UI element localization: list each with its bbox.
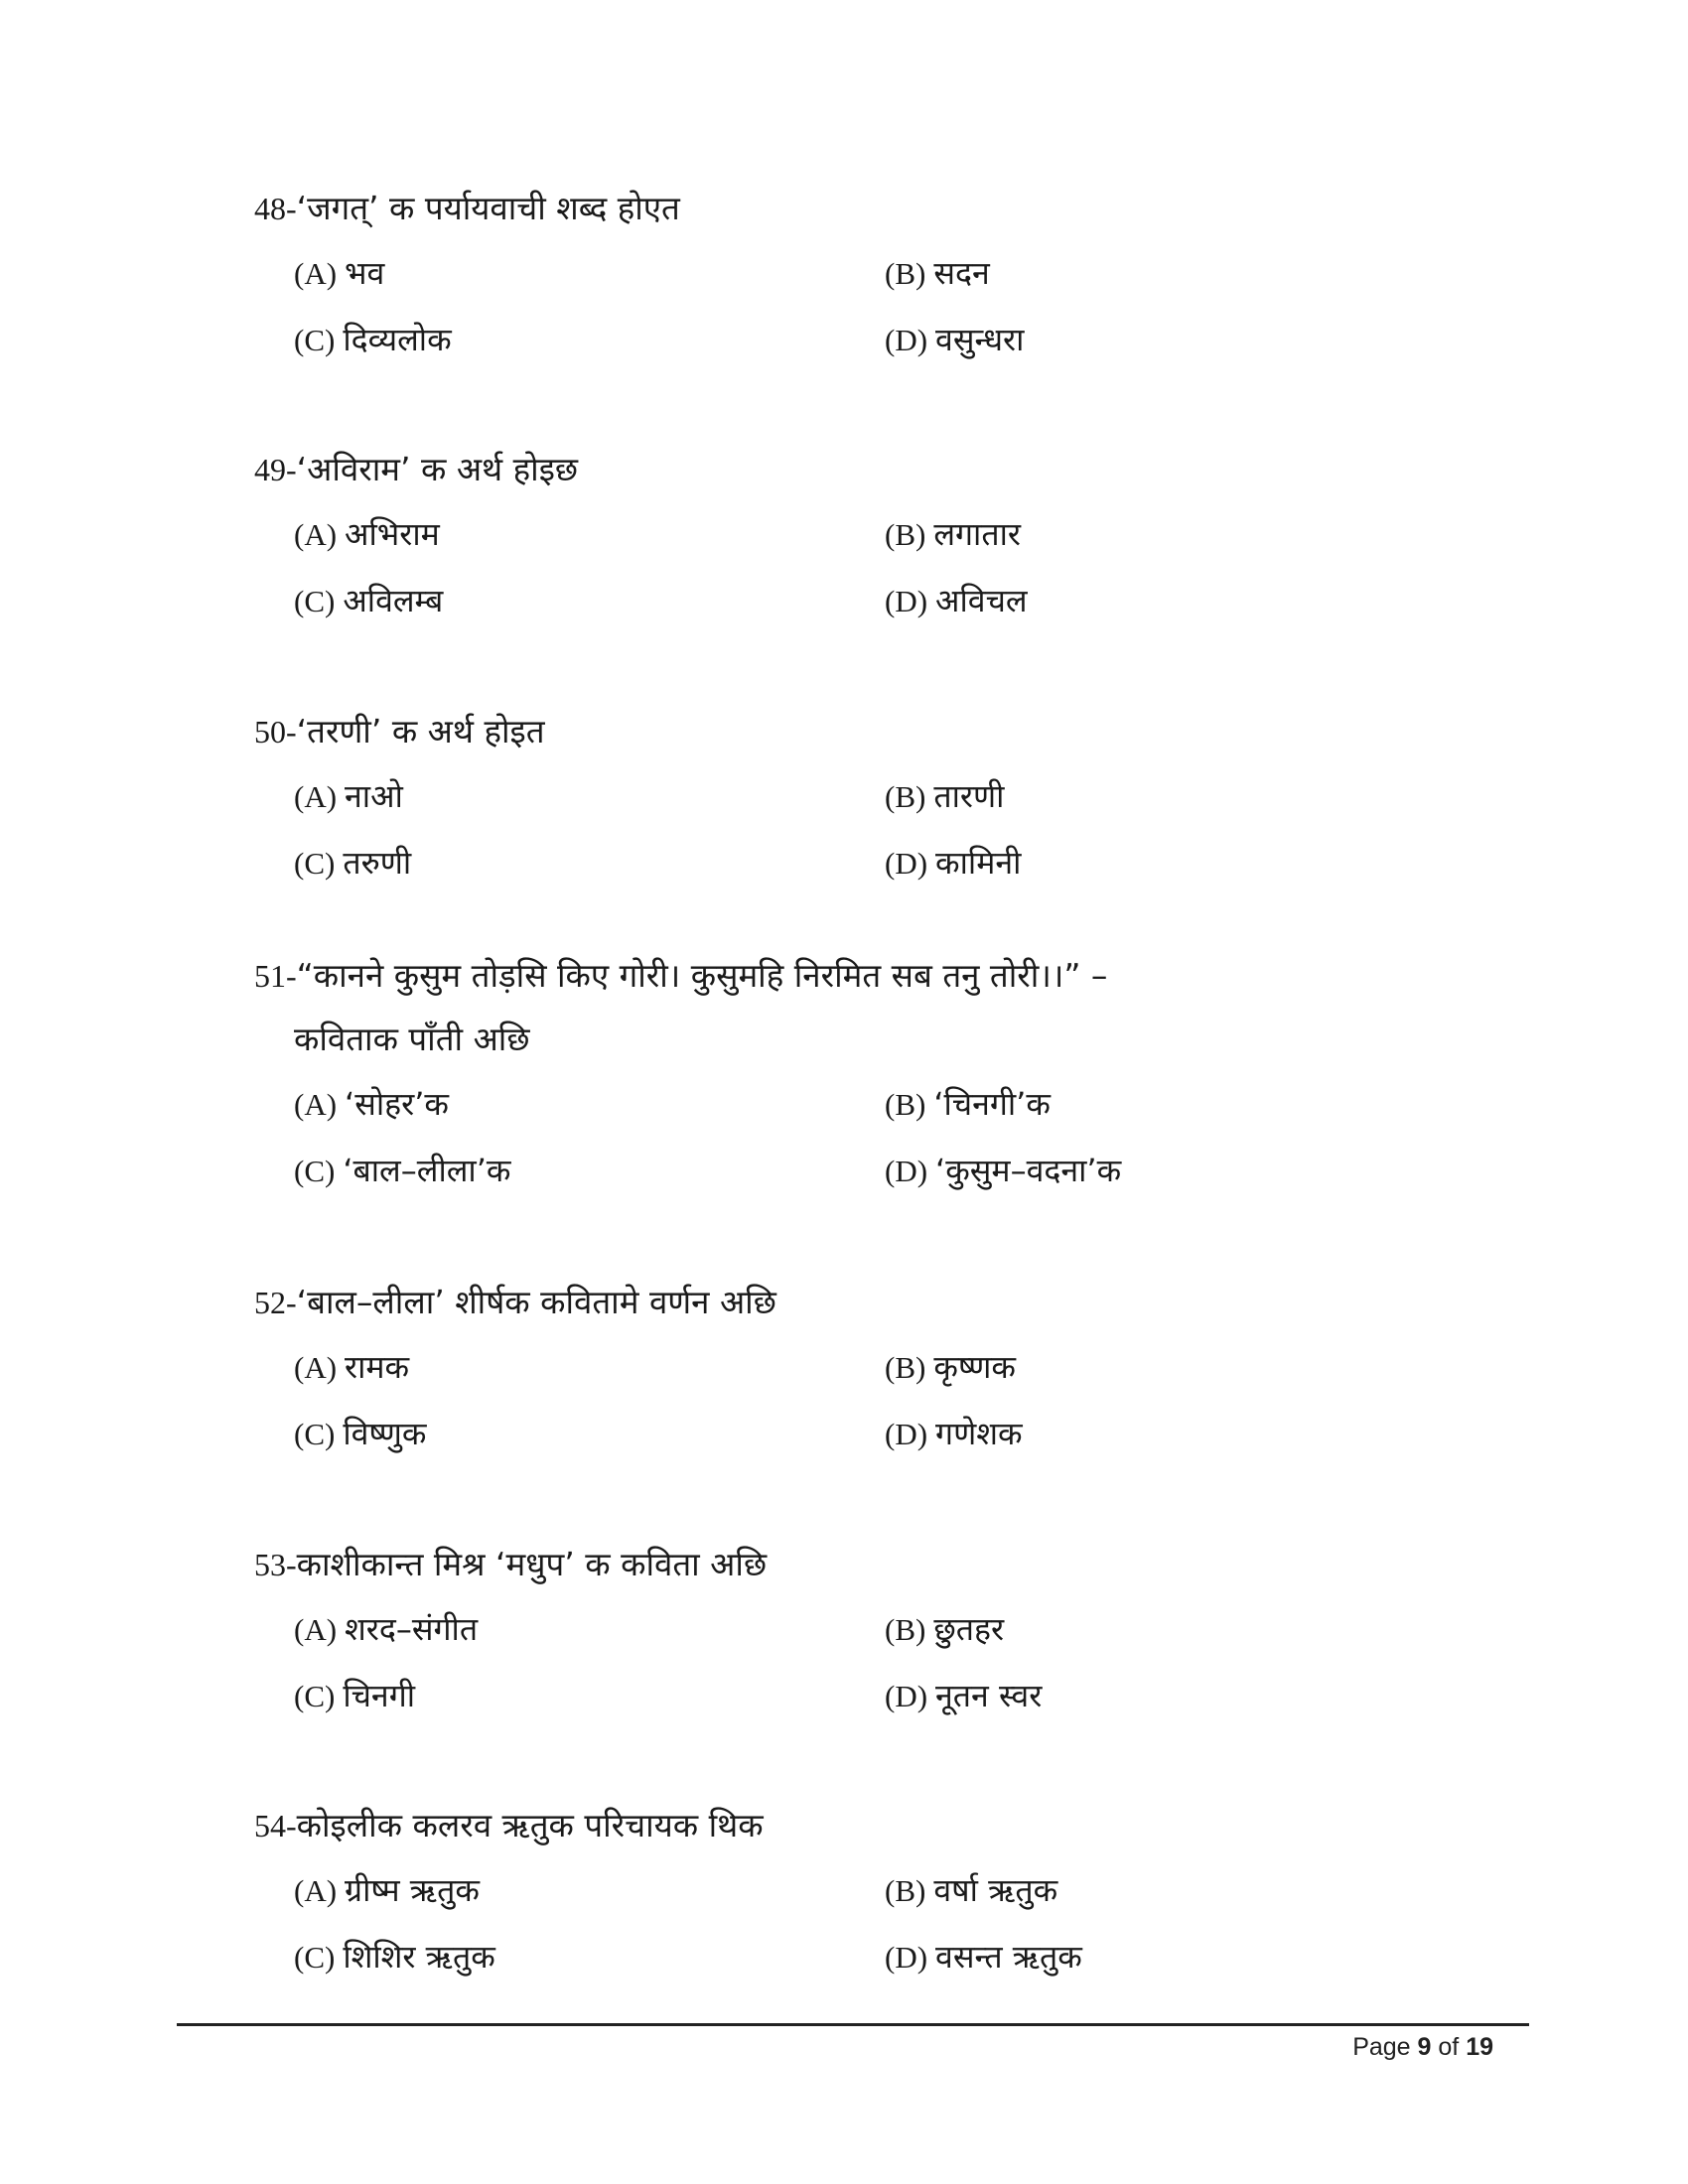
option-c[interactable]: (C) तरुणी [294, 844, 412, 882]
option-c[interactable]: (C) दिव्यलोक [294, 321, 452, 358]
question-53 [254, 1533, 1505, 1729]
option-c[interactable]: (C) अविलम्ब [294, 582, 444, 619]
question-text: 52-‘बाल–लीला’ शीर्षक कवितामे वर्णन अछि [254, 1283, 776, 1321]
options-grid [254, 1857, 1505, 1990]
option-c[interactable]: (C) चिनगी [294, 1677, 416, 1714]
question-number: 50- [254, 714, 297, 750]
option-d[interactable]: (D) गणेशक [885, 1415, 1023, 1452]
option-a[interactable]: (A) अभिराम [294, 515, 440, 553]
question-50 [254, 700, 1505, 896]
option-b[interactable]: (B) तारणी [885, 777, 1005, 815]
option-b[interactable]: (B) सदन [885, 254, 990, 292]
options-grid [254, 240, 1505, 373]
option-d[interactable]: (D) नूतन स्वर [885, 1677, 1043, 1714]
options-grid [254, 763, 1505, 896]
question-text: 48-‘जगत्’ क पर्यायवाची शब्द होएत [254, 189, 680, 227]
question-text-continuation: कविताक पाँती अछि [294, 1020, 530, 1058]
option-b[interactable]: (B) वर्षा ऋतुक [885, 1871, 1058, 1909]
question-54 [254, 1794, 1505, 1990]
page-number: Page 9 of 19 [1352, 2033, 1493, 2061]
question-number: 52- [254, 1285, 297, 1320]
question-number: 54- [254, 1808, 297, 1843]
question-52 [254, 1271, 1505, 1467]
question-number: 53- [254, 1547, 297, 1582]
question-49 [254, 438, 1505, 634]
option-c[interactable]: (C) शिशिर ऋतुक [294, 1938, 495, 1976]
options-grid [254, 1071, 1505, 1204]
question-text: 49-‘अविराम’ क अर्थ होइछ [254, 450, 579, 488]
option-b[interactable]: (B) छुतहर [885, 1610, 1005, 1648]
option-a[interactable]: (A) ‘सोहर’क [294, 1085, 449, 1123]
current-page: 9 [1417, 2033, 1432, 2061]
option-a[interactable]: (A) ग्रीष्म ऋतुक [294, 1871, 480, 1909]
option-a[interactable]: (A) रामक [294, 1348, 410, 1386]
option-a[interactable]: (A) भव [294, 254, 385, 292]
option-d[interactable]: (D) अविचल [885, 582, 1028, 619]
question-text: 51-“कानने कुसुम तोड़सि किए गोरी। कुसुमहि निरमित सब तनु तोरी।।” – [254, 956, 1108, 995]
option-b[interactable]: (B) लगातार [885, 515, 1021, 553]
footer-divider [177, 2023, 1529, 2026]
question-number: 48- [254, 191, 297, 226]
question-48 [254, 177, 1505, 373]
option-c[interactable]: (C) ‘बाल–लीला’क [294, 1152, 511, 1189]
option-d[interactable]: (D) ‘कुसुम–वदना’क [885, 1152, 1122, 1189]
option-c[interactable]: (C) विष्णुक [294, 1415, 427, 1452]
total-pages: 19 [1466, 2033, 1493, 2061]
question-number: 49- [254, 452, 297, 487]
option-d[interactable]: (D) वसन्त ऋतुक [885, 1938, 1082, 1976]
question-number: 51- [254, 958, 297, 994]
options-grid [254, 1334, 1505, 1467]
question-51 [254, 944, 1505, 1204]
options-grid [254, 1596, 1505, 1729]
option-d[interactable]: (D) कामिनी [885, 844, 1022, 882]
option-b[interactable]: (B) ‘चिनगी’क [885, 1085, 1051, 1123]
options-grid [254, 501, 1505, 634]
option-a[interactable]: (A) नाओ [294, 777, 403, 815]
question-text: 50-‘तरणी’ क अर्थ होइत [254, 712, 545, 751]
option-d[interactable]: (D) वसुन्धरा [885, 321, 1025, 358]
question-text: 53-काशीकान्त मिश्र ‘मधुप’ क कविता अछि [254, 1545, 768, 1583]
option-b[interactable]: (B) कृष्णक [885, 1348, 1016, 1386]
question-text: 54-कोइलीक कलरव ऋतुक परिचायक थिक [254, 1806, 764, 1844]
option-a[interactable]: (A) शरद–संगीत [294, 1610, 479, 1648]
